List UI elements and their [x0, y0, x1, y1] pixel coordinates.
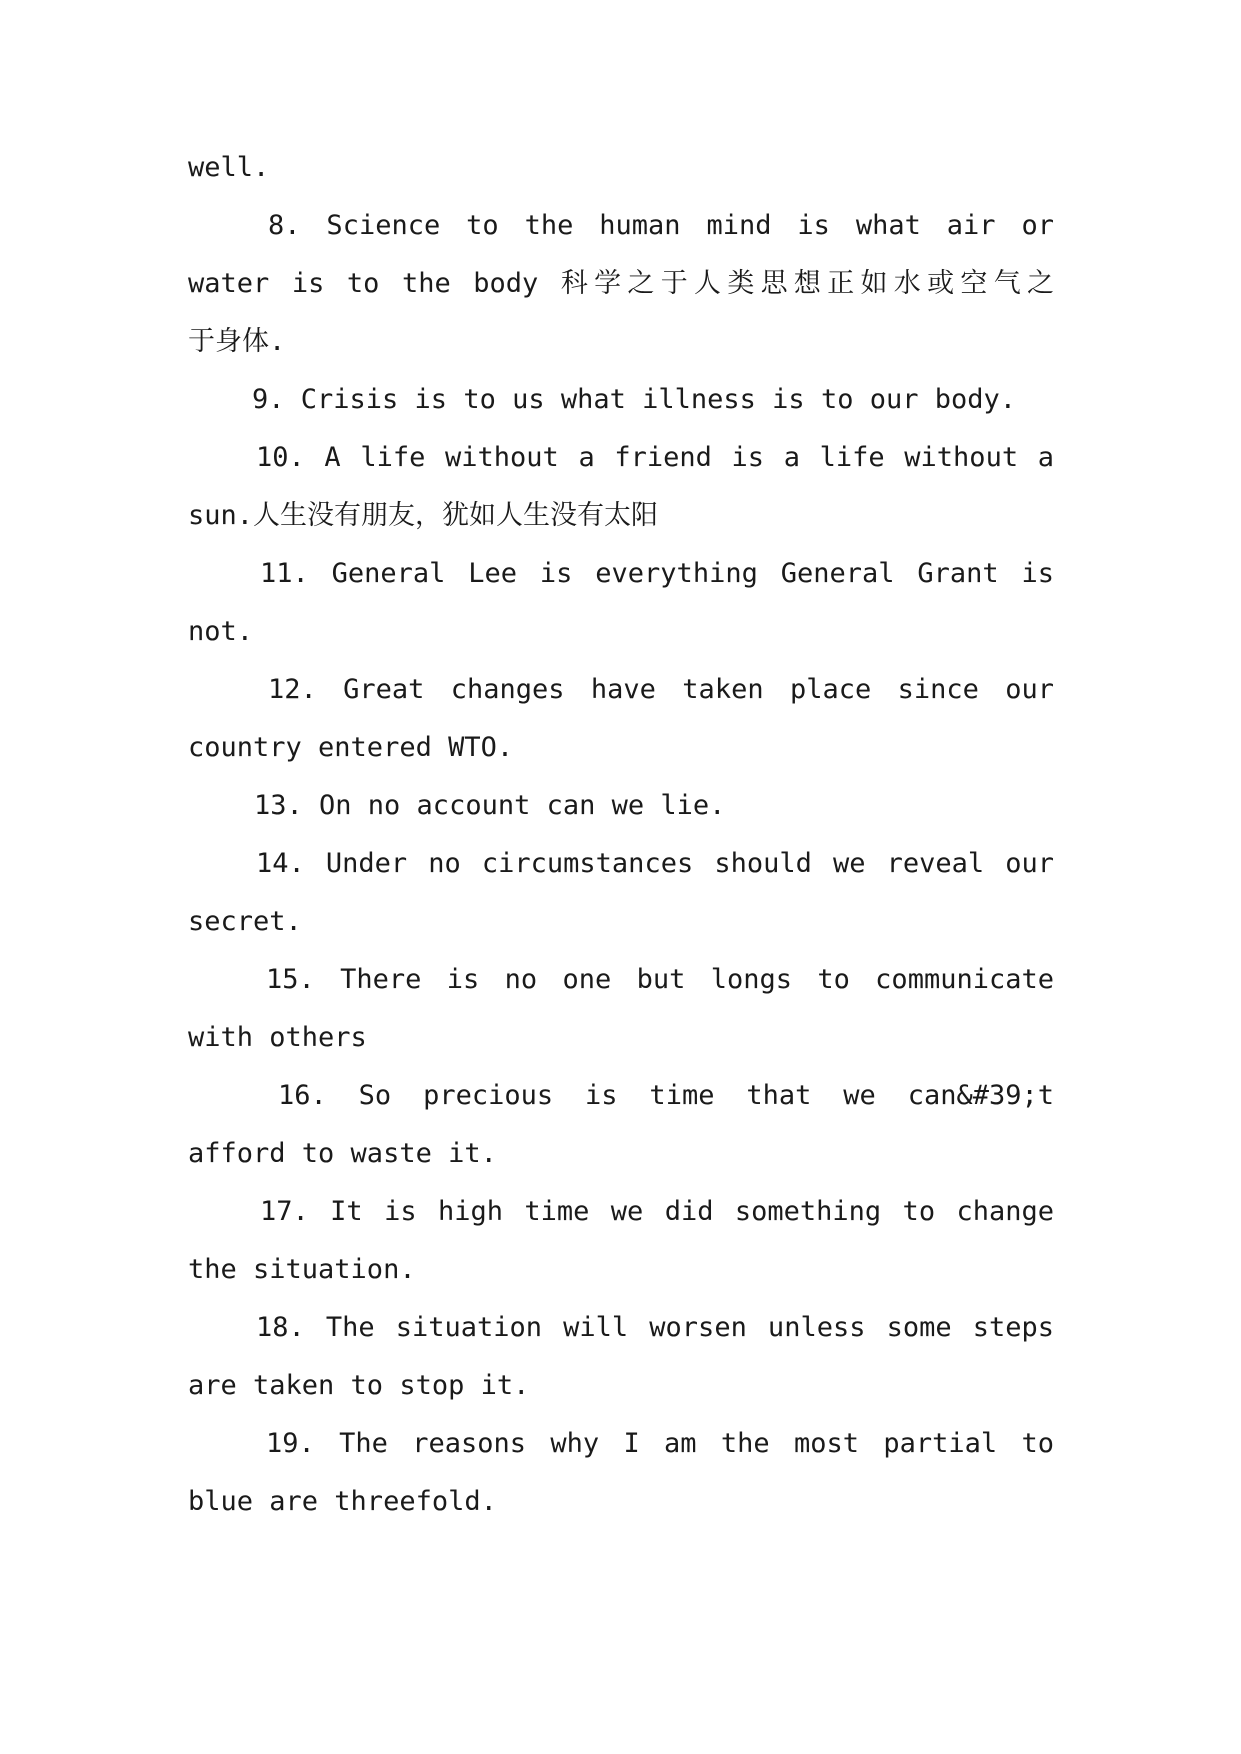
text-line: afford to waste it. [188, 1138, 497, 1169]
text-line: 13. On no account can we lie. [254, 790, 726, 821]
text-line: secret. [188, 906, 302, 937]
text-line: 于身体. [188, 326, 286, 357]
text-line: water is to the body 科学之于人类思想正如水或空气之 [188, 268, 1054, 299]
text-line: 10. A life without a friend is a life without a [256, 442, 1054, 473]
text-line: sun.人生没有朋友，犹如人生没有太阳 [188, 500, 659, 531]
text-line: 8. Science to the human mind is what air or [268, 210, 1054, 241]
text-line: country entered WTO. [188, 732, 514, 763]
text-line: 18. The situation will worsen unless some steps [256, 1312, 1054, 1343]
text-line: well. [188, 152, 270, 183]
text-line: 17. It is high time we did something to change [260, 1196, 1054, 1227]
text-line: 19. The reasons why I am the most partial to [266, 1428, 1054, 1459]
text-line: with others [188, 1022, 367, 1053]
text-line: 15. There is no one but longs to communicate [266, 964, 1054, 995]
text-line: 9. Crisis is to us what illness is to our body. [252, 384, 1017, 415]
text-line: not. [188, 616, 254, 647]
text-line: blue are threefold. [188, 1486, 497, 1517]
text-line: 12. Great changes have taken place since our [268, 674, 1054, 705]
text-line: are taken to stop it. [188, 1370, 530, 1401]
text-line: 14. Under no circumstances should we reveal our [256, 848, 1054, 879]
text-line: 16. So precious is time that we can&#39;t [278, 1080, 1054, 1111]
text-line: 11. General Lee is everything General Grant is [260, 558, 1054, 589]
text-line: the situation. [188, 1254, 416, 1285]
